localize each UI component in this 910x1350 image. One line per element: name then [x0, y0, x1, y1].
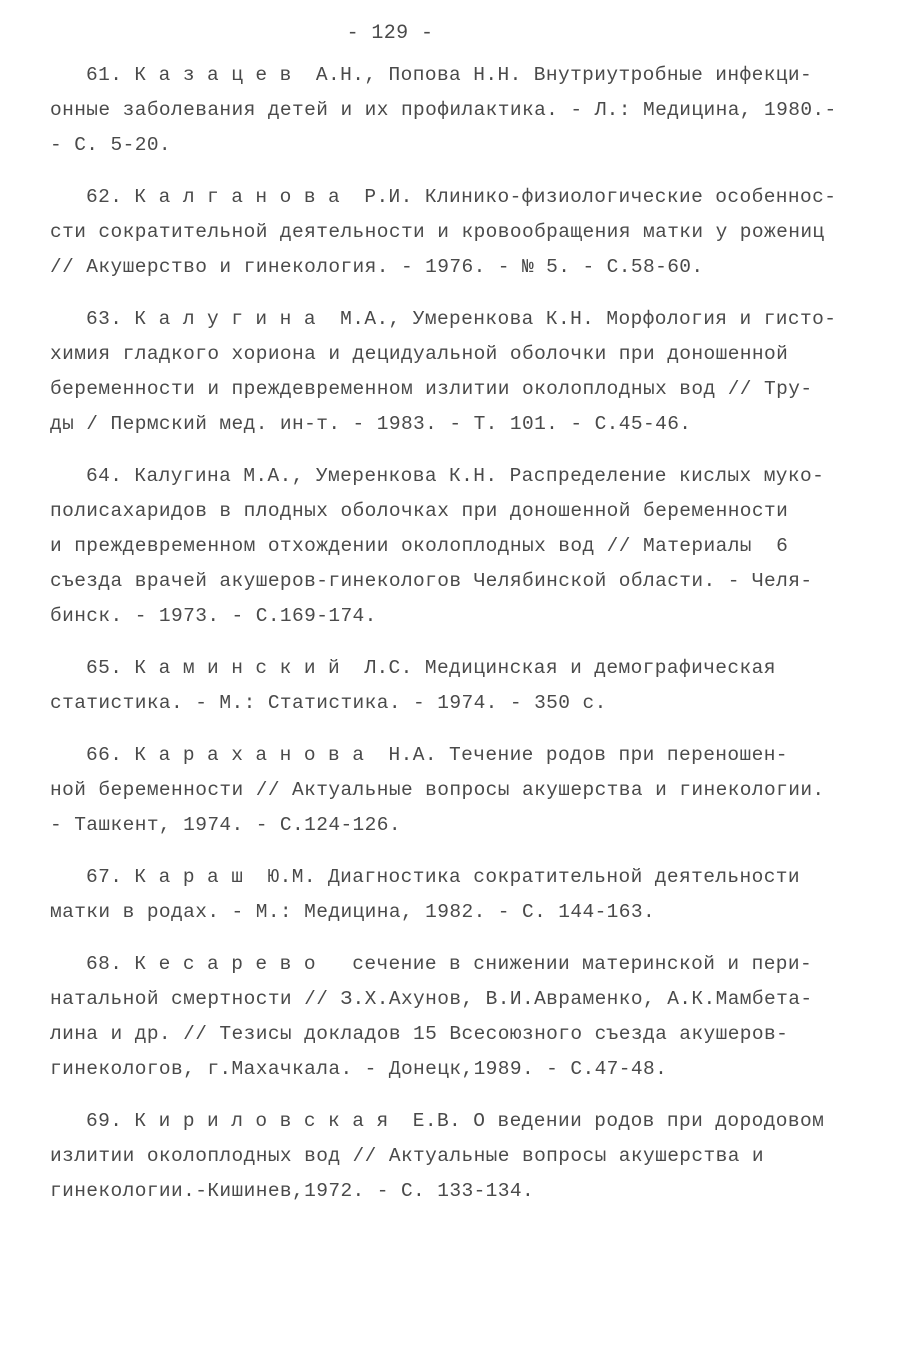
- entry-line: - Ташкент, 1974. - С.124-126.: [50, 814, 401, 836]
- entry-line: 65. К а м и н с к и й Л.С. Медицинская и демографическая: [86, 657, 776, 679]
- entry-line: гинекологов, г.Махачкала. - Донецк,1989. - С.47-48.: [50, 1058, 668, 1080]
- entry-line: гинекологии.-Кишинев,1972. - С. 133-134.: [50, 1180, 535, 1202]
- bibliography-entry: [50, 58, 860, 163]
- entry-line: лина и др. // Тезисы докладов 15 Всесоюзного съезда акушеров-: [50, 1023, 789, 1045]
- bibliography-entry: [50, 947, 860, 1087]
- entry-line: съезда врачей акушеров-гинекологов Челябинской области. - Челя-: [50, 570, 813, 592]
- bibliography-entry: [50, 1104, 860, 1209]
- entry-line: // Акушерство и гинекология. - 1976. - № 5. - С.58-60.: [50, 256, 704, 278]
- entry-line: 63. К а л у г и н а М.А., Умеренкова К.Н. Морфология и гисто-: [86, 308, 837, 330]
- entry-line: химия гладкого хориона и децидуальной оболочки при доношенной: [50, 343, 789, 365]
- entry-line: 66. К а р а х а н о в а Н.А. Течение родов при переношен-: [86, 744, 788, 766]
- entry-line: ды / Пермский мед. ин-т. - 1983. - Т. 101. - С.45-46.: [50, 413, 692, 435]
- entry-line: беременности и преждевременном излитии околоплодных вод // Тру-: [50, 378, 813, 400]
- entry-line: сти сократительной деятельности и кровообращения матки у рожениц: [50, 221, 825, 243]
- entry-line: бинск. - 1973. - С.169-174.: [50, 605, 377, 627]
- entry-line: 69. К и р и л о в с к а я Е.В. О ведении родов при дородовом: [86, 1110, 825, 1132]
- entry-line: - С. 5-20.: [50, 134, 172, 156]
- entry-line: статистика. - М.: Статистика. - 1974. - 350 с.: [50, 692, 607, 714]
- entry-line: натальной смертности // З.Х.Ахунов, В.И.Авраменко, А.К.Мамбета-: [50, 988, 813, 1010]
- entry-line: ной беременности // Актуальные вопросы акушерства и гинекологии.: [50, 779, 825, 801]
- entry-line: и преждевременном отхождении околоплодных вод // Материалы 6: [50, 535, 789, 557]
- entry-line: 61. К а з а ц е в А.Н., Попова Н.Н. Внутриутробные инфекци-: [86, 64, 813, 86]
- entry-line: онные заболевания детей и их профилактика. - Л.: Медицина, 1980.-: [50, 99, 837, 121]
- bibliography-entry: [50, 302, 860, 442]
- entry-line: 67. К а р а ш Ю.М. Диагностика сократительной деятельности: [86, 866, 801, 888]
- entry-line: полисахаридов в плодных оболочках при доношенной беременности: [50, 500, 789, 522]
- bibliography-entry: [50, 738, 860, 843]
- page-number: - 129 -: [346, 22, 434, 45]
- bibliography-list: [50, 58, 860, 1226]
- bibliography-entry: [50, 180, 860, 285]
- entry-line: 64. Калугина М.А., Умеренкова К.Н. Распределение кислых муко-: [86, 465, 825, 487]
- bibliography-entry: [50, 860, 860, 930]
- entry-line: излитии околоплодных вод // Актуальные вопросы акушерства и: [50, 1145, 765, 1167]
- entry-line: 68. К е с а р е в о сечение в снижении материнской и пери-: [86, 953, 813, 975]
- entry-line: матки в родах. - М.: Медицина, 1982. - С. 144-163.: [50, 901, 656, 923]
- bibliography-entry: [50, 651, 860, 721]
- entry-line: 62. К а л г а н о в а Р.И. Клинико-физиологические особеннос-: [86, 186, 837, 208]
- bibliography-entry: [50, 459, 860, 634]
